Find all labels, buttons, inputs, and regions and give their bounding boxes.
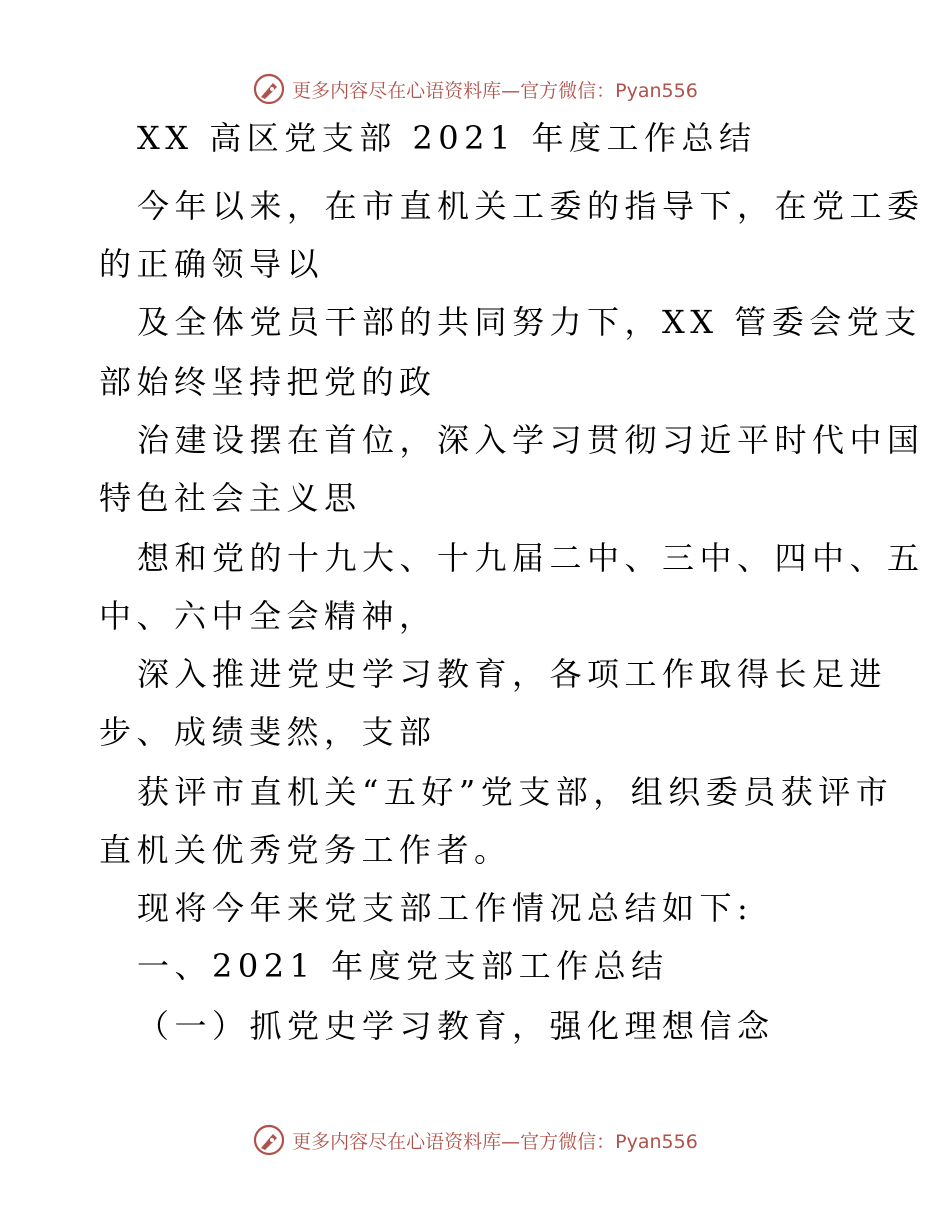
doc-line: 的正确领导以 xyxy=(99,245,325,283)
watermark-text: 更多内容尽在心语资料库—官方微信：Pyan556 xyxy=(292,1130,698,1153)
doc-title: XX 高区党支部 2021 年度工作总结 xyxy=(137,119,757,157)
pen-nib-circle-icon xyxy=(252,1123,286,1157)
doc-line: 部始终坚持把党的政 xyxy=(99,363,437,401)
pen-nib-circle-icon xyxy=(252,72,286,106)
watermark-text: 更多内容尽在心语资料库—官方微信：Pyan556 xyxy=(292,79,698,102)
section-heading: 一、2021 年度党支部工作总结 xyxy=(137,947,669,985)
doc-line: 特色社会主义思 xyxy=(99,479,362,517)
doc-line: 中、六中全会精神， xyxy=(99,597,437,635)
doc-line: 今年以来，在市直机关工委的指导下，在党工委 xyxy=(137,187,925,225)
doc-line: 深入推进党史学习教育，各项工作取得长足进 xyxy=(137,655,888,693)
doc-line: 步、成绩斐然，支部 xyxy=(99,713,437,751)
watermark-footer xyxy=(0,1123,950,1157)
watermark-header xyxy=(0,72,950,106)
doc-line: 直机关优秀党务工作者。 xyxy=(99,831,512,869)
doc-line: 想和党的十九大、十九届二中、三中、四中、五 xyxy=(137,539,925,577)
subsection-heading: （一）抓党史学习教育，强化理想信念 xyxy=(137,1007,775,1045)
doc-line: 获评市直机关“五好”党支部，组织委员获评市 xyxy=(137,773,894,811)
doc-line: 治建设摆在首位，深入学习贯彻习近平时代中国 xyxy=(137,421,925,459)
doc-line: 及全体党员干部的共同努力下，XX 管委会党支 xyxy=(137,303,922,341)
doc-line: 现将今年来党支部工作情况总结如下: xyxy=(137,889,754,927)
